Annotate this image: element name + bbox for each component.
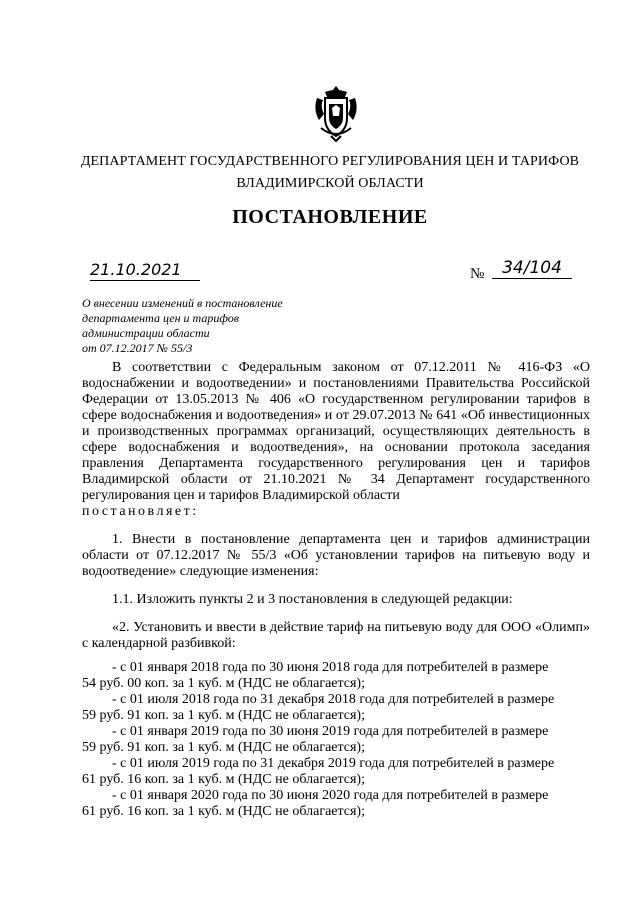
item-1-paragraph: 1. Внести в постановление департамента цен и тарифов администрации области от 07.12.2017 № 55/3 «Об установлении тарифов на питьевую воду и водоотведение» следующие изменения: <box>82 532 590 579</box>
document-number: 34/104 <box>492 258 572 279</box>
subject-line: О внесении изменений в постановление <box>82 296 283 310</box>
document-title: ПОСТАНОВЛЕНИЕ <box>232 206 428 228</box>
document-subject <box>82 296 322 356</box>
tariff-period: - с 01 июля 2018 года по 31 декабря 2018 года для потребителей в размере <box>112 692 555 707</box>
subject-line: департамента цен и тарифов <box>82 311 239 325</box>
tariff-value: 59 руб. 91 коп. за 1 куб. м (НДС не облагается); <box>82 708 365 723</box>
coat-of-arms-icon <box>311 84 361 142</box>
department-name-line1: ДЕПАРТАМЕНТ ГОСУДАРСТВЕННОГО РЕГУЛИРОВАНИЯ ЦЕН И ТАРИФОВ <box>80 154 580 169</box>
document-body <box>82 360 590 820</box>
subject-line: администрации области <box>82 326 210 340</box>
item-2-paragraph: «2. Установить и ввести в действие тариф на питьевую воду для ООО «Олимп» с календарной разбивкой: <box>82 620 590 651</box>
tariff-period: - с 01 января 2018 года по 30 июня 2018 года для потребителей в размере <box>112 660 549 675</box>
preamble-paragraph: В соответствии с Федеральным законом от 07.12.2011 № 416-ФЗ «О водоснабжении и водоотведении» и постановлениями Правительства Российской Федерации от 13.05.2013 № 406 «О государственном регулировании тарифов в сфере водоснабжения и водоотведения» и от 29.07.2013 № 641 «Об инвестиционных и производственных программах организаций, осуществляющих деятельность в сфере водоснабжения и водоотведения», на основании протокола заседания правления Департамента государственного регулирования цен и тарифов Владимирской области от 21.10.2021 № 34 Департамент государственного регулирования цен и тарифов Владимирской области <box>82 360 590 503</box>
document-date: 21.10.2021 <box>90 260 200 281</box>
item-1-1-paragraph: 1.1. Изложить пункты 2 и 3 постановления в следующей редакции: <box>112 592 513 607</box>
tariff-value: 61 руб. 16 коп. за 1 куб. м (НДС не облагается); <box>82 804 365 819</box>
tariff-value: 59 руб. 91 коп. за 1 куб. м (НДС не облагается); <box>82 740 365 755</box>
tariff-value: 54 руб. 00 коп. за 1 куб. м (НДС не облагается); <box>82 676 365 691</box>
decree-word: постановляет: <box>82 504 199 519</box>
number-label: № <box>470 266 485 282</box>
tariff-period: - с 01 июля 2019 года по 31 декабря 2019 года для потребителей в размере <box>112 756 555 771</box>
tariff-value: 61 руб. 16 коп. за 1 куб. м (НДС не облагается); <box>82 772 365 787</box>
tariff-period: - с 01 января 2020 года по 30 июня 2020 года для потребителей в размере <box>112 788 549 803</box>
tariff-list <box>82 660 590 820</box>
tariff-period: - с 01 января 2019 года по 30 июня 2019 года для потребителей в размере <box>112 724 549 739</box>
department-name-line2: ВЛАДИМИРСКОЙ ОБЛАСТИ <box>236 176 424 191</box>
subject-line: от 07.12.2017 № 55/3 <box>82 341 193 355</box>
